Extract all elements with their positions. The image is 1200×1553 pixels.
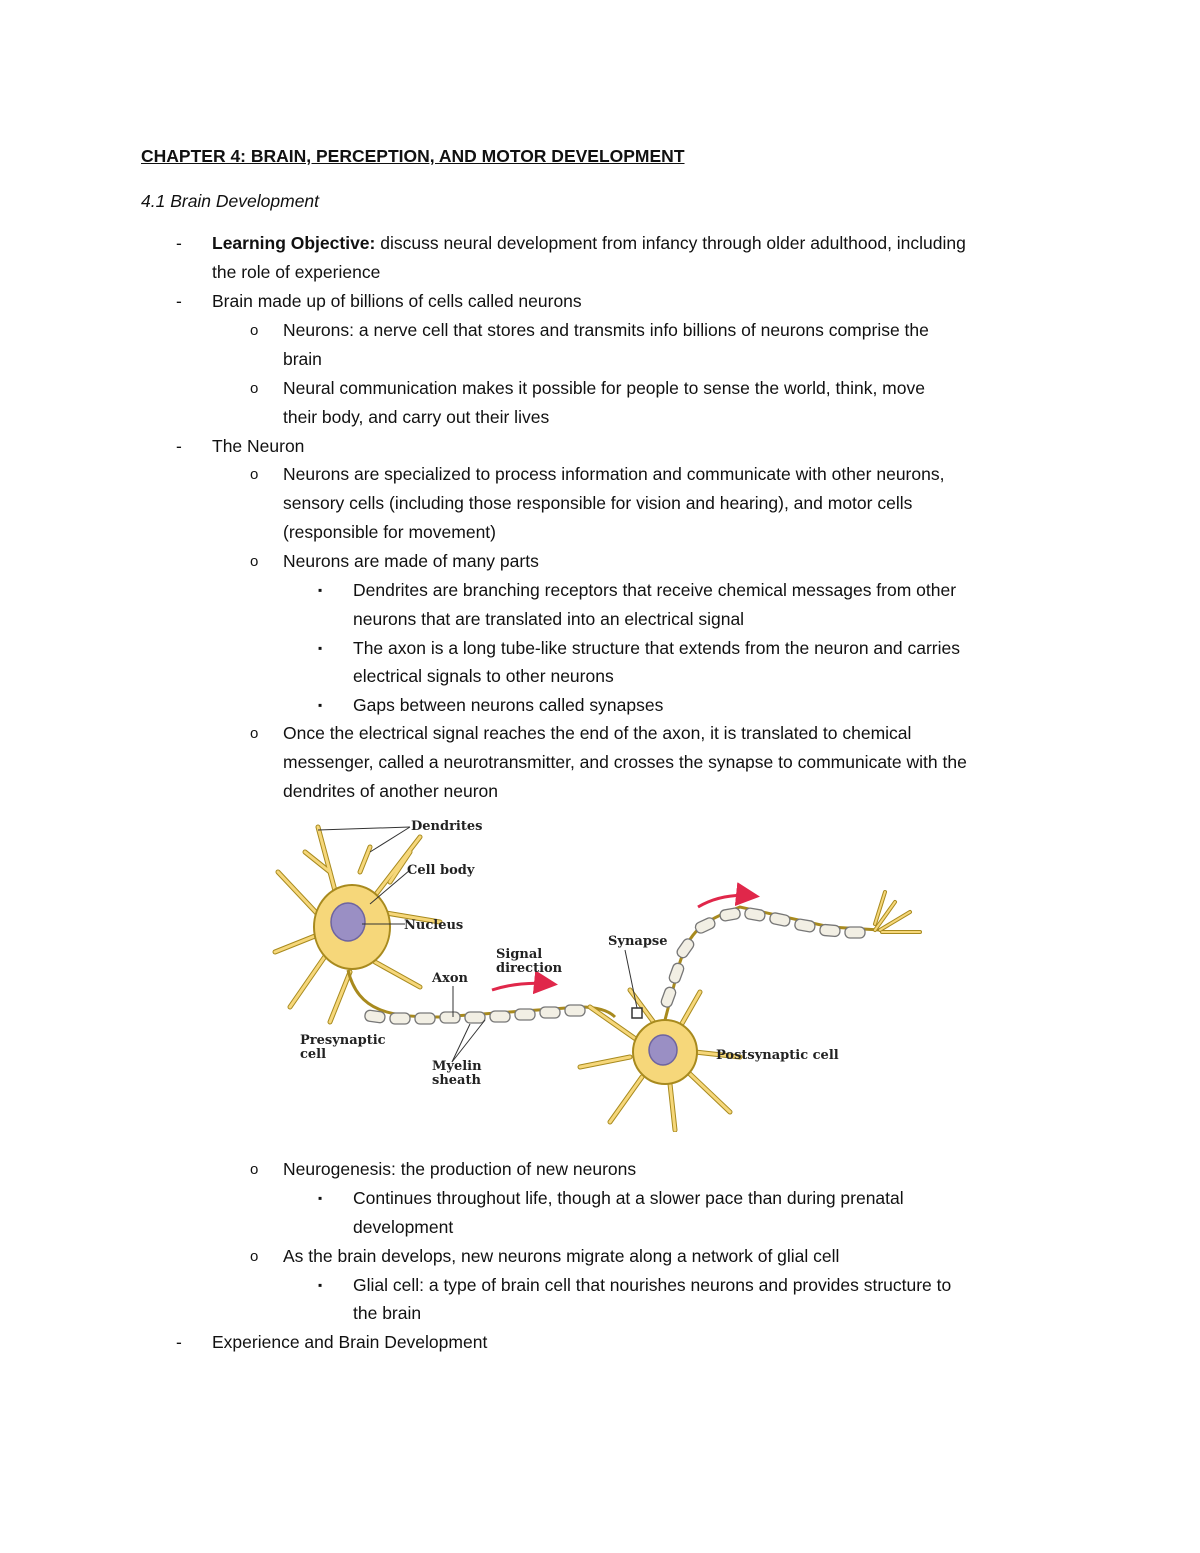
- label-nucleus: Nucleus: [404, 918, 464, 933]
- dash-bullet: -: [176, 436, 182, 456]
- once-item-cont: messenger, called a neurotransmitter, and crosses the synapse to communicate with the: [283, 752, 967, 772]
- axon-item: The axon is a long tube-like structure that extends from the neuron and carries: [353, 638, 960, 658]
- synapses-item: Gaps between neurons called synapses: [353, 695, 664, 715]
- axon-terminal: [875, 892, 920, 932]
- neurons-definition: Neurons: a nerve cell that stores and transmits info billions of neurons comprise the: [283, 320, 929, 340]
- square-bullet: ▪: [318, 583, 323, 597]
- square-bullet: ▪: [318, 1278, 323, 1292]
- circle-bullet: o: [250, 466, 259, 483]
- label-direction: direction: [496, 961, 563, 976]
- label-myelin: Myelin: [432, 1059, 482, 1074]
- label-postsynaptic: Postsynaptic cell: [716, 1048, 839, 1063]
- square-bullet: ▪: [318, 698, 323, 712]
- signal-arrow-1: [492, 983, 552, 990]
- label-synapse: Synapse: [608, 934, 668, 949]
- neural-communication-cont: their body, and carry out their lives: [283, 407, 550, 427]
- neurons-definition-cont: brain: [283, 349, 322, 369]
- circle-bullet: o: [250, 1161, 259, 1178]
- neural-communication: Neural communication makes it possible for people to sense the world, think, move: [283, 378, 925, 398]
- experience-item: Experience and Brain Development: [212, 1332, 488, 1352]
- once-item: Once the electrical signal reaches the end of the axon, it is translated to chemical: [283, 723, 912, 743]
- dash-bullet: -: [176, 233, 182, 253]
- myelin-sheath-segments: [364, 1005, 585, 1024]
- circle-bullet: o: [250, 553, 259, 570]
- axon-item-cont: electrical signals to other neurons: [353, 666, 614, 686]
- learning-objective-text: discuss neural development from infancy through older adulthood, including: [375, 233, 966, 253]
- label-sheath: sheath: [432, 1073, 481, 1088]
- presynaptic-nucleus: [331, 903, 365, 941]
- glial-item: Glial cell: a type of brain cell that nourishes neurons and provides structure to: [353, 1275, 952, 1295]
- learning-objective: [212, 229, 966, 258]
- specialized-item: Neurons are specialized to process information and communicate with other neurons,: [283, 464, 945, 484]
- circle-bullet: o: [250, 380, 259, 397]
- synapse-box: [632, 1008, 642, 1018]
- glial-item-cont: the brain: [353, 1303, 422, 1323]
- circle-bullet: o: [250, 1248, 259, 1265]
- signal-arrow-2: [698, 895, 754, 907]
- continues-item-cont: development: [353, 1217, 454, 1237]
- the-neuron-item: The Neuron: [212, 436, 305, 456]
- learning-objective-cont: the role of experience: [212, 262, 381, 282]
- square-bullet: ▪: [318, 1191, 323, 1205]
- specialized-item-cont: sensory cells (including those responsible for vision and hearing), and motor cells: [283, 493, 913, 513]
- circle-bullet: o: [250, 322, 259, 339]
- once-item-cont2: dendrites of another neuron: [283, 781, 499, 801]
- label-dendrites: Dendrites: [411, 819, 483, 834]
- specialized-item-cont2: (responsible for movement): [283, 522, 496, 542]
- as-brain-item: As the brain develops, new neurons migrate along a network of glial cell: [283, 1246, 840, 1266]
- label-presynaptic: Presynaptic: [300, 1033, 386, 1048]
- brain-cells-item: Brain made up of billions of cells called neurons: [212, 291, 582, 311]
- many-parts-item: Neurons are made of many parts: [283, 551, 539, 571]
- continues-item: Continues throughout life, though at a slower pace than during prenatal: [353, 1188, 904, 1208]
- circle-bullet: o: [250, 725, 259, 742]
- dash-bullet: -: [176, 1332, 182, 1352]
- dash-bullet: -: [176, 291, 182, 311]
- label-axon: Axon: [432, 971, 468, 986]
- label-cell-body: Cell body: [407, 863, 475, 878]
- postsynaptic-myelin: [660, 907, 865, 1008]
- chapter-title: CHAPTER 4: BRAIN, PERCEPTION, AND MOTOR DEVELOPMENT: [141, 146, 685, 166]
- label-signal: Signal: [496, 947, 543, 962]
- dendrites-item: Dendrites are branching receptors that receive chemical messages from other: [353, 580, 957, 600]
- neuron-diagram: [270, 812, 935, 1132]
- learning-objective-label: Learning Objective:: [212, 233, 376, 253]
- neurogenesis-item: Neurogenesis: the production of new neurons: [283, 1159, 637, 1179]
- square-bullet: ▪: [318, 641, 323, 655]
- dendrites-item-cont: neurons that are translated into an electrical signal: [353, 609, 745, 629]
- section-heading: 4.1 Brain Development: [141, 191, 320, 211]
- postsynaptic-nucleus: [649, 1035, 677, 1065]
- label-presynaptic-cell: cell: [300, 1047, 327, 1062]
